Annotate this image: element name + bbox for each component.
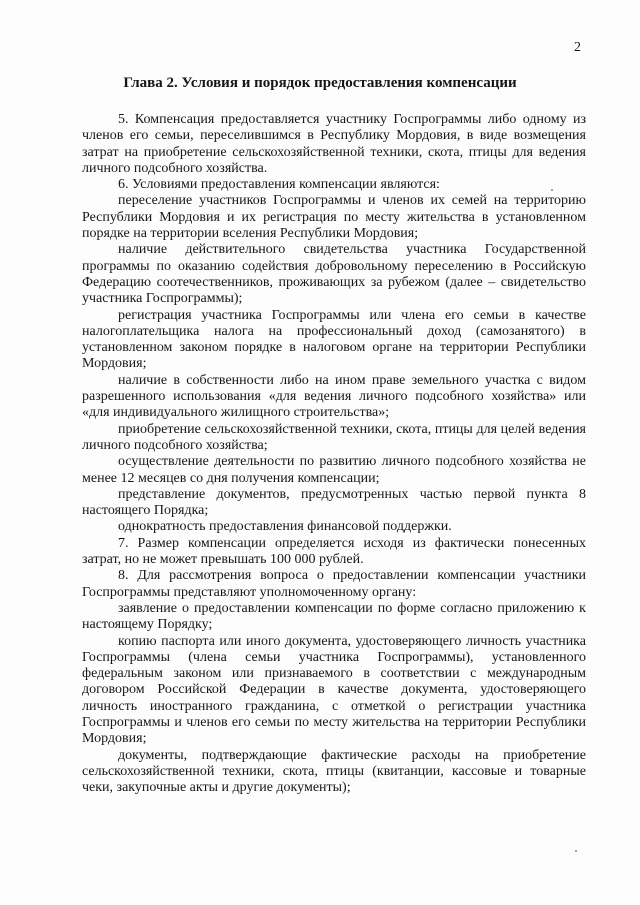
chapter-title: Глава 2. Условия и порядок предоставления компенсации (123, 75, 517, 91)
condition-one-time: однократность предоставления финансовой поддержки. (118, 519, 452, 535)
paragraph-7-amount: 7. Размер компенсации определяется исходя из фактически понесенных затрат, но не может превышать 100 000 рублей. (82, 535, 586, 568)
document-body (82, 112, 586, 796)
document-application: заявление о предоставлении компенсации по форме согласно приложению к настоящему Порядку; (82, 600, 586, 633)
condition-land-plot: наличие в собственности либо на ином праве земельного участка с видом разрешенного использования «для ведения личного подсобного хозяйства» или «для индивидуального жилищного строительства»; (82, 372, 586, 421)
scan-speck (575, 850, 577, 852)
condition-activity: осуществление деятельности по развитию личного подсобного хозяйства не менее 12 месяцев со дня получения компенсации; (82, 454, 586, 486)
condition-certificate: наличие действительного свидетельства участника Государственной программы по оказанию содействия добровольному переселению в Российскую Федерацию соотечественников, проживающих за рубежом (далее – свидетельство участника Госпрограммы); (82, 242, 586, 307)
document-passport-copy: копию паспорта или иного документа, удостоверяющего личность участника Госпрограммы (члена семьи участника Госпрограммы), установленного федеральным законом или признаваемого в соответствии с международным договором Российской Федерации в качестве документа, удостоверяющего личность иностранного гражданина, с отметкой о регистрации участника Госпрограммы и членов его семьи по месту жительства на территории Республики Мордовия; (82, 633, 586, 747)
condition-tax-registration: регистрация участника Госпрограммы или члена его семьи в качестве налогоплательщика налога на профессиональный доход (самозанятого) в установленном законом порядке в налоговом органе на территории Республики Мордовия; (82, 307, 586, 372)
paragraph-8-documents: 8. Для рассмотрения вопроса о предоставлении компенсации участники Госпрограммы представляют уполномоченному органу: (82, 568, 586, 600)
paragraph-5-compensation: 5. Компенсация предоставляется участнику Госпрограммы либо одному из членов его семьи, переселившимся в Республику Мордовия, в виде возмещения затрат на приобретение сельскохозяйственной техники, скота, птицы для ведения личного подсобного хозяйства. (82, 112, 586, 176)
condition-purchase: приобретение сельскохозяйственной техники, скота, птицы для целей ведения личного подсобного хозяйства; (82, 421, 586, 453)
paragraph-6-conditions: 6. Условиями предоставления компенсации являются: (118, 177, 440, 193)
scan-speck (551, 189, 553, 191)
document-expense-proof: документы, подтверждающие фактические расходы на приобретение сельскохозяйственной техники, скота, птицы (квитанции, кассовые и товарные чеки, закупочные акты и другие документы); (82, 747, 586, 796)
condition-relocation: переселение участников Госпрограммы и членов их семей на территорию Республики Мордовия и их регистрация по месту жительства в установленном порядке на территории вселения Республики Мордовия; (82, 193, 586, 242)
condition-documents: представление документов, предусмотренных частью первой пункта 8 настоящего Порядка; (82, 486, 586, 519)
page-number: 2 (574, 40, 581, 55)
